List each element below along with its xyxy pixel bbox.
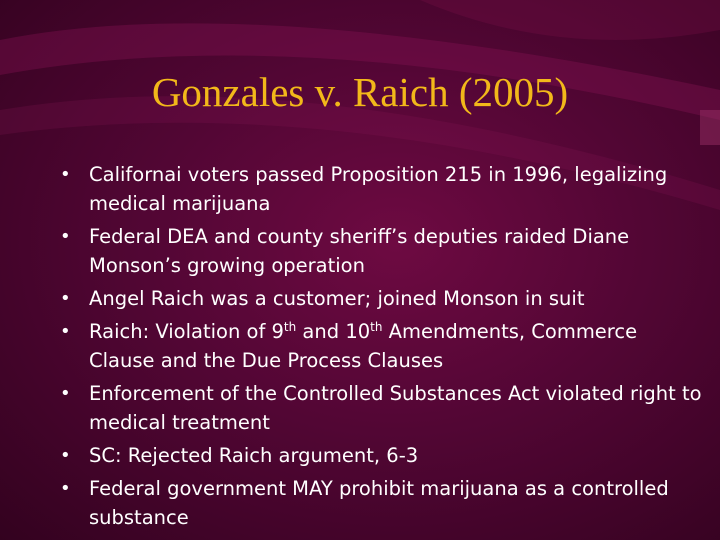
superscript: th xyxy=(370,320,383,334)
bullet-item xyxy=(58,441,708,470)
bullet-dot-icon: • xyxy=(60,383,71,404)
superscript: th xyxy=(283,320,297,334)
bullet-dot-icon: • xyxy=(60,226,71,247)
bullet-text-part: Raich: Violation of 9 xyxy=(89,320,284,343)
bullet-list xyxy=(58,160,708,536)
bullet-text: Federal DEA and county sheriff’s deputies raided Diane Monson’s growing operation xyxy=(89,225,630,277)
bullet-dot-icon: • xyxy=(60,164,71,185)
slide-title: Gonzales v. Raich (2005) xyxy=(151,69,569,115)
bullet-item xyxy=(58,317,708,375)
bullet-dot-icon: • xyxy=(60,321,71,342)
bullet-item xyxy=(58,160,708,218)
bullet-text: SC: Rejected Raich argument, 6-3 xyxy=(89,444,419,467)
bullet-item xyxy=(58,284,708,313)
bullet-dot-icon: • xyxy=(60,478,71,499)
bullet-text xyxy=(89,320,637,372)
bullet-text: Californai voters passed Proposition 215 in 1996, legalizing medical marijuana xyxy=(89,163,668,215)
bullet-item xyxy=(58,379,708,437)
bullet-text: Federal government MAY prohibit marijuana as a controlled substance xyxy=(89,477,669,529)
bullet-item xyxy=(58,474,708,532)
bullet-text-part: and 10 xyxy=(296,320,371,343)
bullet-text-part: Amendments, Commerce Clause and the Due Process Clauses xyxy=(89,320,638,372)
bullet-text: Angel Raich was a customer; joined Monson in suit xyxy=(89,287,585,310)
bullet-item xyxy=(58,222,708,280)
bullet-dot-icon: • xyxy=(60,288,71,309)
bullet-text: Enforcement of the Controlled Substances Act violated right to medical treatment xyxy=(89,382,702,434)
bullet-dot-icon: • xyxy=(60,445,71,466)
